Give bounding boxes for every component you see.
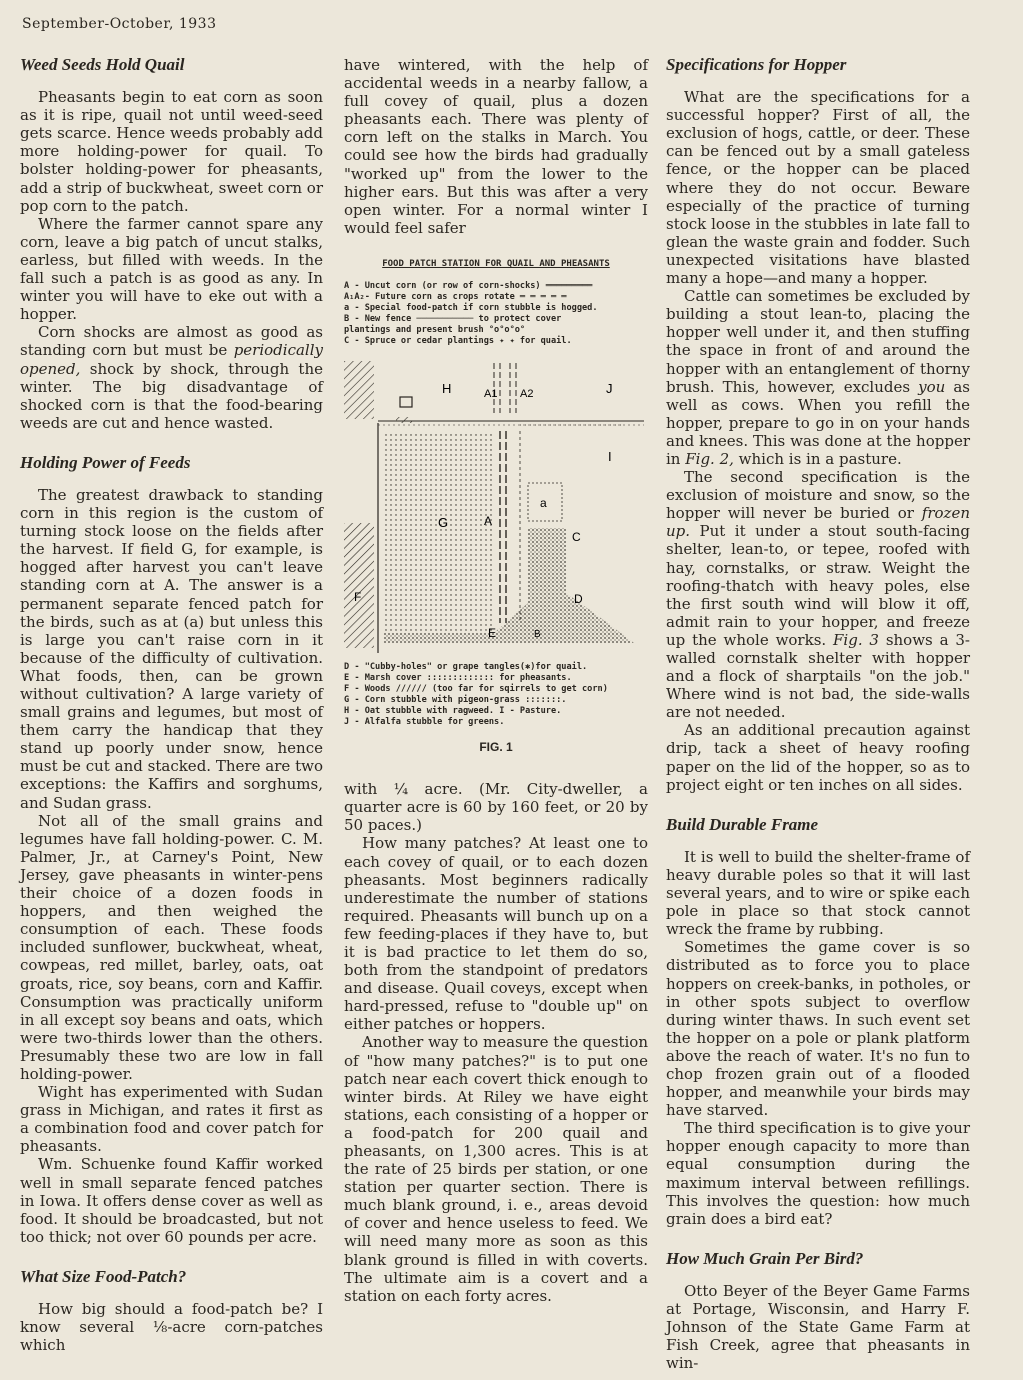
heading-hopper-specs: Specifications for Hopper bbox=[666, 55, 847, 74]
running-head: September-October, 1933 bbox=[22, 16, 217, 32]
heading-food-patch-size: What Size Food-Patch? bbox=[20, 1266, 187, 1286]
heading-durable-frame: Build Durable Frame bbox=[666, 814, 819, 834]
map-label-i: I bbox=[608, 449, 612, 465]
figure-1 bbox=[344, 255, 648, 756]
map-label-a: A bbox=[484, 514, 493, 529]
heading-grain-per-bird: How Much Grain Per Bird? bbox=[666, 1248, 864, 1268]
column-1 bbox=[20, 56, 323, 1354]
paragraph: The third specification is to give your hopper enough capacity to more than equal consumption during the maximum interval between refillings. This involves the question: how much grain does a bird eat? bbox=[666, 1119, 970, 1228]
column-3 bbox=[666, 56, 970, 1372]
paragraph: The second specification is the exclusion of moisture and snow, so the hopper will never be buried or frozen up. Put it under a stout south-facing shelter, lean-to, or tepee, roofed with hay, cornstalks, or straw. Weight the roofing-thatch with heavy poles, else the first south wind will blow it off, admit rain to your hopper, and freeze up the whole works. Fig. 3 shows a 3-walled cornstalk shelter with hopper and a flock of sharptails "on the job." Where wind is not bad, the side-walls are not needed. bbox=[666, 468, 970, 722]
paragraph: How big should a food-patch be? I know several ⅛-acre corn-patches which bbox=[20, 1300, 323, 1355]
map-label-e: E bbox=[488, 626, 497, 641]
map-label-j: J bbox=[606, 381, 613, 397]
map-label-g: G bbox=[438, 515, 449, 531]
map-label-a-small: a bbox=[540, 496, 547, 511]
figure-legend-top: A - Uncut corn (or row of corn-shocks) ═════════ A₁A₂- Future corn as crops rotate ═ ═ ═ ═ ═ a - Special food-patch if corn stubble is hogged. B - New fence ─────────── to protect cover plantings and present brush °o°o°o° C - Spruce or cedar plantings ✦ ✦ for quail. bbox=[344, 281, 598, 347]
paragraph: Cattle can sometimes be excluded by building a stout lean-to, placing the hopper well under it, and then stuffing the space in front of and around the hopper with an entanglement of thorny brush. This, however, excludes you as well as cows. When you refill the hopper, prepare to go in on your hands and knees. This was done at the hopper in Fig. 2, which is in a pasture. bbox=[666, 287, 970, 468]
paragraph: What are the specifications for a successful hopper? First of all, the exclusion of hogs, cattle, or deer. These can be fenced out by a small gateless fence, or the hopper can be placed where they do not occur. Beware especially of the practice of turning stock loose in the stubbles in late fall to glean the waste grain and fodder. Such unexpected visitations have blasted many a hope—and many a hopper. bbox=[666, 88, 970, 288]
paragraph: Another way to measure the question of "how many patches?" is to put one patch near each covert thick enough to winter birds. At Riley we have eight stations, each consisting of a hopper or a food-patch for 200 quail and pheasants, on 1,300 acres. This is at the rate of 25 birds per station, or one station per quarter section. There is much blank ground, i. e., areas devoid of cover and hence useless to feed. We will need many more as soon as this blank ground is filled in with coverts. The ultimate aim is a covert and a station on each forty acres. bbox=[344, 1033, 648, 1305]
map-label-a1: A1 bbox=[484, 388, 498, 401]
paragraph: The greatest drawback to standing corn in this region is the custom of turning stock loose on the fields after the harvest. If field G, for example, is hogged after harvest you can't leave standing corn at A. The answer is a permanent separate fenced patch for the birds, such as at (a) but unless this is large you can't raise corn in it because of the difficulty of cultivation. What foods, then, can be grown without cultivation? A large variety of small grains and legumes, but most of them carry the handicap that they stand up poorly under snow, hence must be cut and stacked. There are two exceptions: the Kaffirs and sorghums, and Sudan grass. bbox=[20, 485, 323, 812]
paragraph: Wm. Schuenke found Kaffir worked well in small separate fenced patches in Iowa. It offers dense cover as well as food. It should be broadcasted, but not too thick; not over 60 pounds per acre. bbox=[20, 1155, 323, 1246]
paragraph: Not all of the small grains and legumes have fall holding-power. C. M. Palmer, Jr., at Carney's Point, New Jersey, gave pheasants in winter-pens their choice of a dozen foods in hoppers, and then weighed the consumption of each. These foods included sunflower, buckwheat, wheat, cowpeas, red millet, barley, oats, oat groats, rice, soy beans, corn and Kaffir. Consumption was practically uniform in all except soy beans and oats, which were two-thirds lower than the others. Presumably these two are low in fall holding-power. bbox=[20, 811, 323, 1083]
column-2 bbox=[344, 56, 648, 1305]
paragraph: Corn shocks are almost as good as standing corn but must be periodically opened, shock by shock, through the winter. The big disadvantage of shocked corn is that the food-bearing weeds are cut and hence wasted. bbox=[20, 323, 323, 432]
paragraph: Wight has experimented with Sudan grass in Michigan, and rates it first as a combination food and cover patch for pheasants. bbox=[20, 1083, 323, 1156]
figure-caption: FIG. 1 bbox=[479, 740, 513, 755]
map-label-a2: A2 bbox=[520, 388, 534, 401]
paragraph: It is well to build the shelter-frame of heavy durable poles so that it will last several years, and to wire or spike each pole in place so that stock cannot wreck the frame by rubbing. bbox=[666, 847, 970, 939]
paragraph: have wintered, with the help of accidental weeds in a nearby fallow, a full covey of quail, plus a dozen pheasants each. There was plenty of corn left on the stalks in March. You could see how the birds had gradually "worked up" from the lower to the higher ears. But this was after a very open winter. For a normal winter I would feel safer bbox=[344, 56, 648, 237]
map-label-f: F bbox=[354, 590, 362, 605]
map-label-b: B bbox=[534, 629, 541, 641]
food-patch-map bbox=[344, 353, 648, 658]
map-label-h: H bbox=[442, 381, 452, 397]
map-label-c: C bbox=[572, 530, 581, 545]
paragraph: Otto Beyer of the Beyer Game Farms at Portage, Wisconsin, and Harry F. Johnson of the State Game Farm at Fish Creek, agree that pheasants in win- bbox=[666, 1281, 970, 1373]
paragraph: Pheasants begin to eat corn as soon as it is ripe, quail not until weed-seed gets scarce. Hence weeds probably add more holding-power for quail. To bolster holding-power for pheasants, add a strip of buckwheat, sweet corn or pop corn to the patch. bbox=[20, 88, 323, 215]
paragraph: Sometimes the game cover is so distributed as to force you to place hoppers on creek-banks, in potholes, or in other spots subject to overflow during winter thaws. In such event set the hopper on a pole or plank platform above the reach of water. It's no fun to chop frozen grain out of a flooded hopper, and meanwhile your birds may have starved. bbox=[666, 938, 970, 1120]
figure-legend-bottom: D - "Cubby-holes" or grape tangles(✱)for quail. E - Marsh cover ::::::::::::: for pheasants. F - Woods ////// (too far for sqirrels to get corn) G - Corn stubble with pigeon-grass :::::::. H - Oat stubble with ragweed. I - Pasture. J - Alfalfa stubble for greens. bbox=[344, 662, 608, 728]
paragraph: As an additional precaution against drip, tack a sheet of heavy roofing paper on the lid of the hopper, so as to project eight or ten inches on all sides. bbox=[666, 721, 970, 794]
paragraph: How many patches? At least one to each covey of quail, or to each dozen pheasants. Most beginners radically underestimate the number of stations required. Pheasants will bunch up on a few feeding-places if they have to, but it is bad practice to let them do so, both from the standpoint of predators and disease. Quail coveys, except when hard-pressed, refuse to "double up" on either patches or hoppers. bbox=[344, 834, 648, 1034]
map-label-d: D bbox=[574, 592, 583, 607]
paragraph: Where the farmer cannot spare any corn, leave a big patch of uncut stalks, earless, but filled with weeds. In the fall such a patch is as good as any. In winter you will have to eke out with a hopper. bbox=[20, 214, 323, 324]
figure-title: FOOD PATCH STATION FOR QUAIL AND PHEASANTS bbox=[382, 258, 610, 269]
paragraph: with ¼ acre. (Mr. City-dweller, a quarter acre is 60 by 160 feet, or 20 by 50 paces.) bbox=[344, 780, 648, 835]
heading-weed-seeds: Weed Seeds Hold Quail bbox=[20, 55, 185, 74]
heading-holding-power: Holding Power of Feeds bbox=[20, 452, 191, 472]
